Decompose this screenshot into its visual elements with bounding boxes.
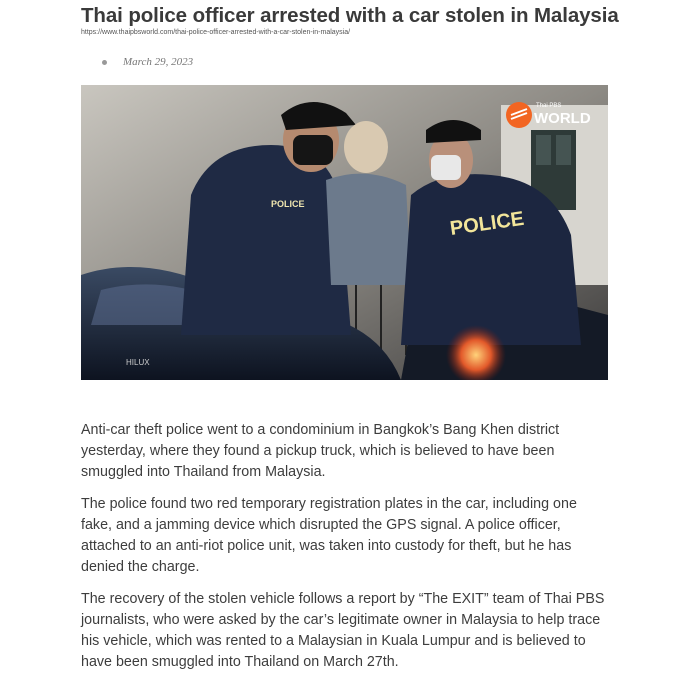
logo-large-text: WORLD [534,110,591,127]
date-row [102,56,193,68]
article-photo [81,85,608,380]
logo-small-text: Thai PBS [536,103,562,109]
publish-date: March 29, 2023 [123,56,194,68]
vest-text-left: POLICE [271,199,305,209]
paragraph-1: Anti-car theft police went to a condominium in Bangkok’s Bang Khen district yesterday, where they found a pickup truck, which is believed to have been smuggled into Thailand from Malaysia. [81,422,560,480]
vest-text-right: POLICE [448,207,526,240]
paragraph-3: The recovery of the stolen vehicle follows a report by “The EXIT” team of Thai PBS journalists, who were asked by the car’s legitimate owner in Malaysia to help trace his vehicle, which was rented to a Malaysian in Kuala Lumpur and is believed to have been smuggled into Thailand on March 27th. [81,591,605,670]
article-body [81,420,611,684]
article-title: Thai police officer arrested with a car stolen in Malaysia [81,4,619,27]
car-badge: HILUX [126,358,150,367]
bullet-icon [102,60,107,65]
paragraph-2: The police found two red temporary registration plates in the car, including one fake, and a jamming device which disrupted the GPS signal. A police officer, attached to an anti-riot police unit, was taken into custody for theft, but he has denied the charge. [81,496,577,575]
article-url[interactable]: https://www.thaipbsworld.com/thai-police-officer-arrested-with-a-car-stolen-in-malaysia/ [81,29,351,36]
